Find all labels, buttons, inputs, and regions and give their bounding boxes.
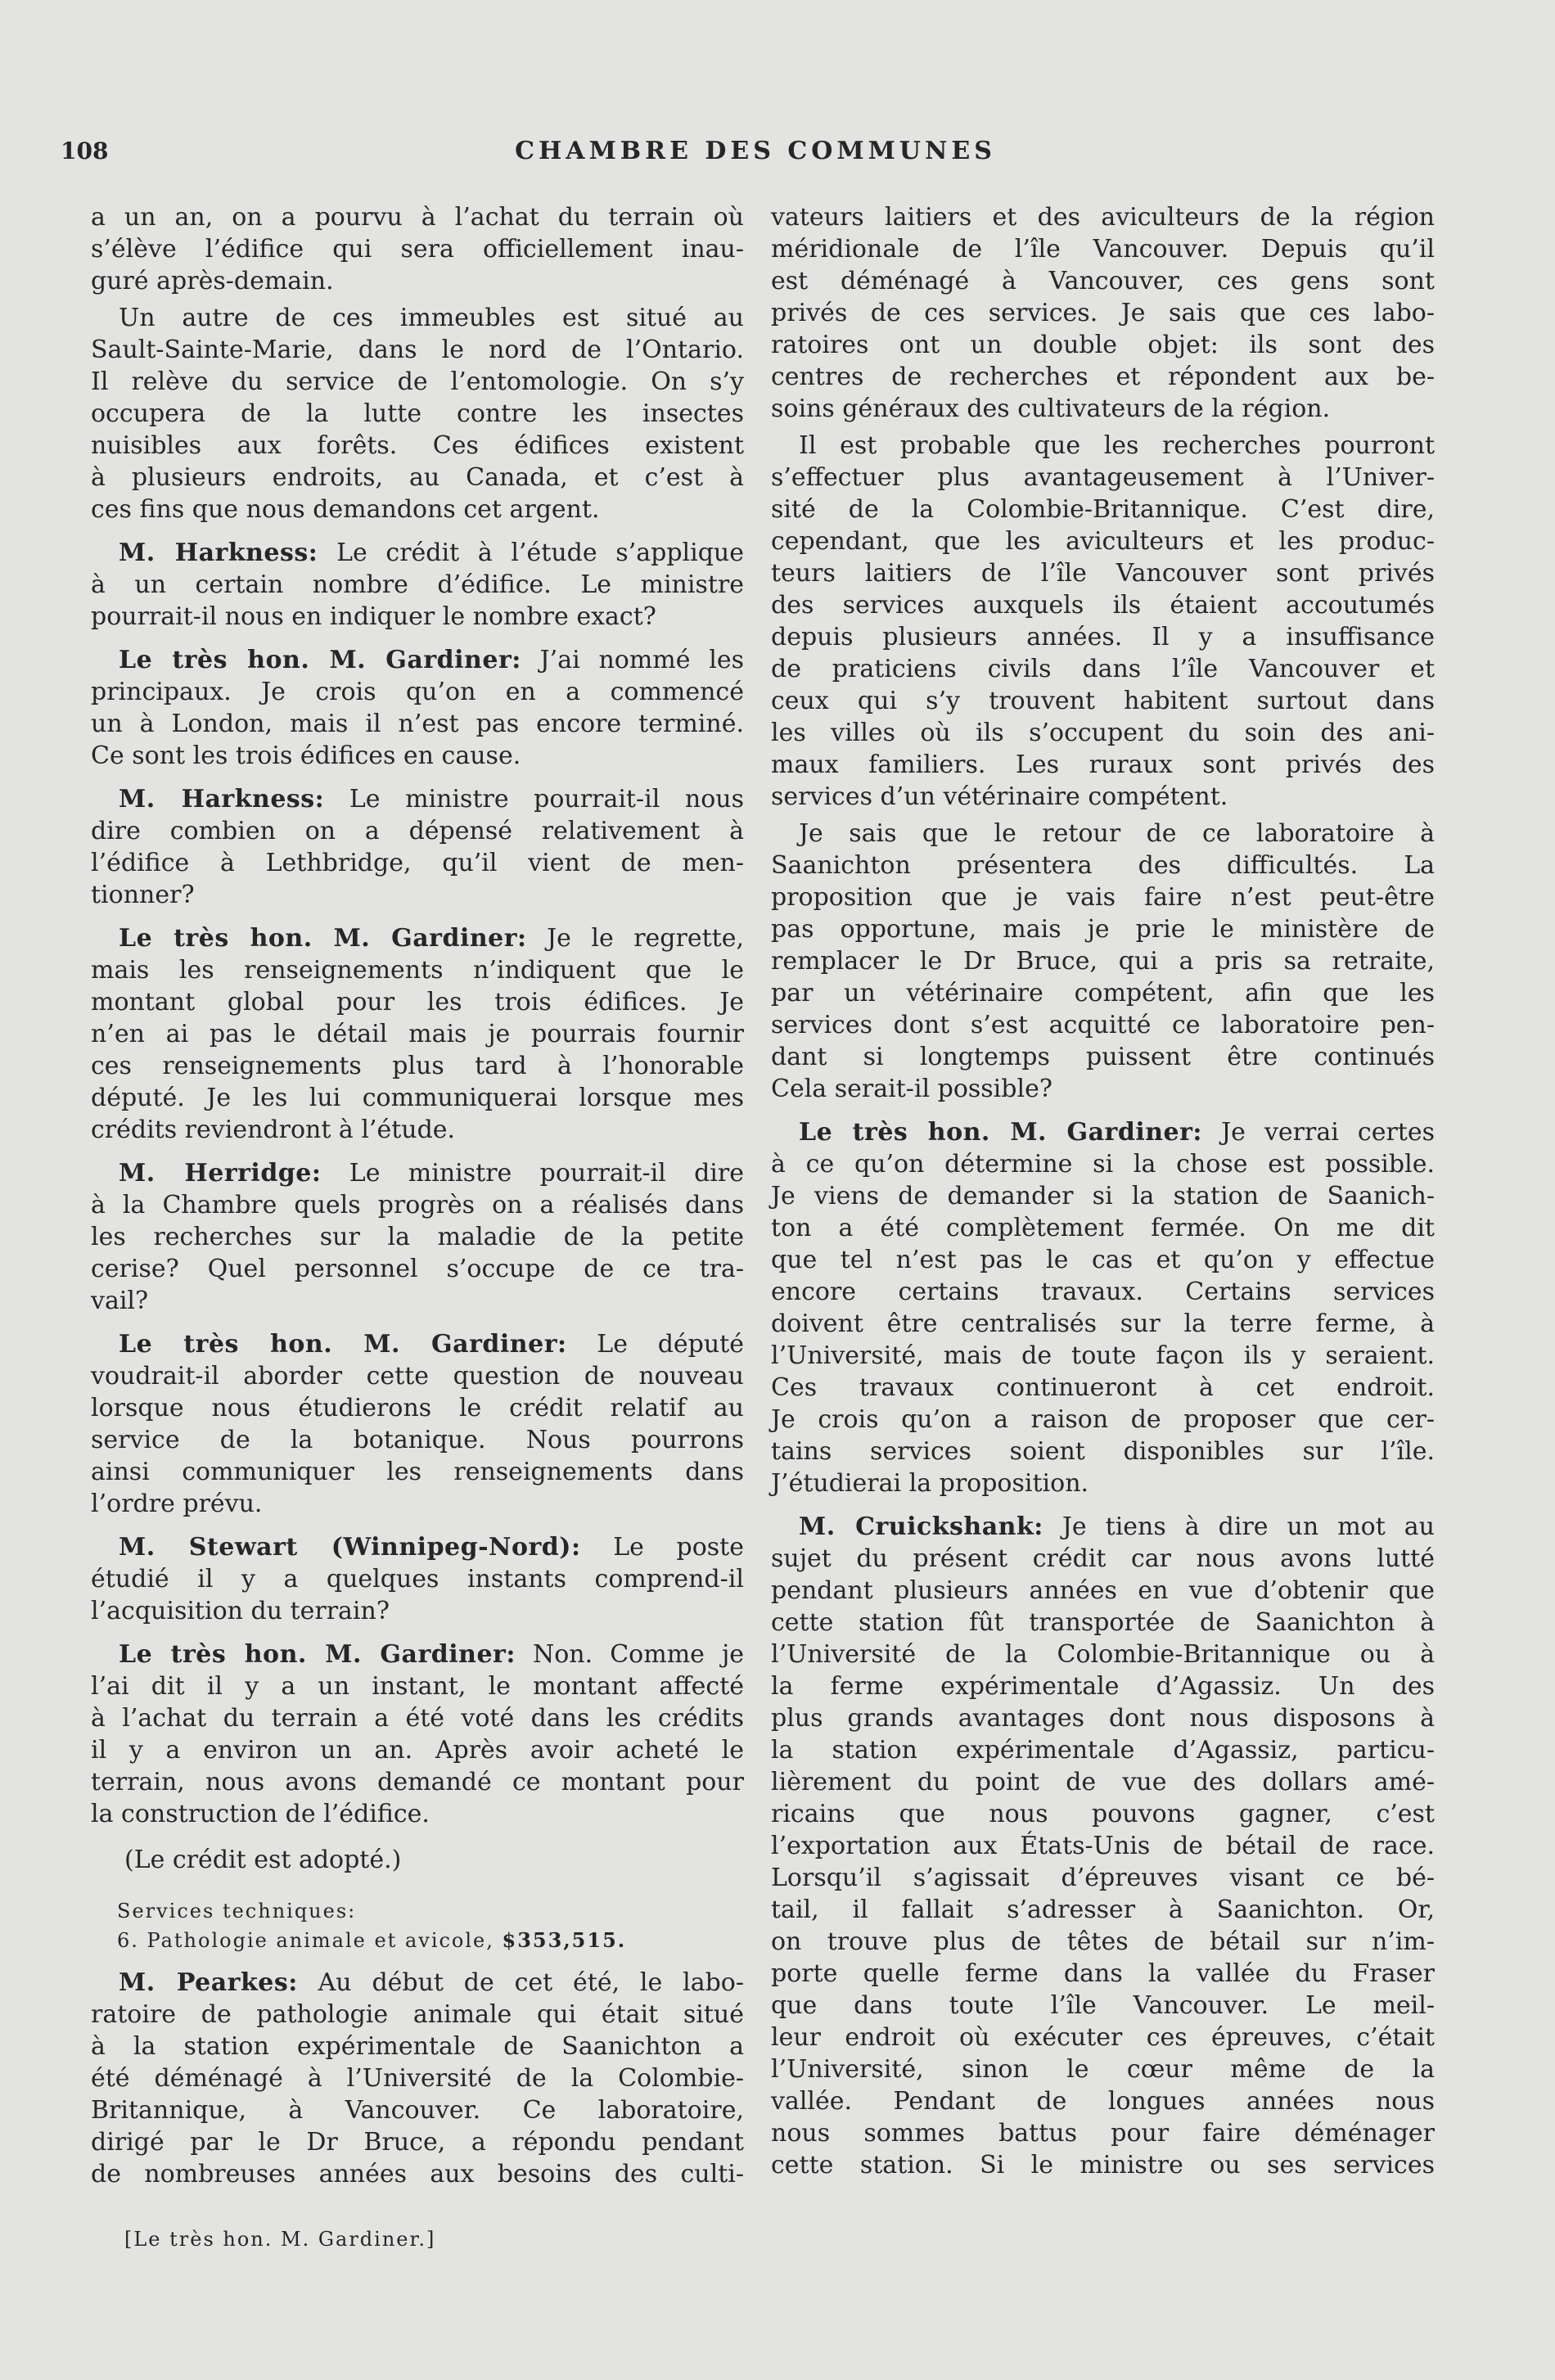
line-text: les villes où ils s’occupent du soin des ani- <box>771 719 1435 747</box>
speech-paragraph <box>771 1116 1435 1499</box>
text-line <box>771 977 1435 1009</box>
text-line <box>771 265 1435 297</box>
text-paragraph <box>91 201 744 297</box>
speaker-name: M. Stewart (Winnipeg-Nord): <box>119 1533 581 1562</box>
text-line <box>771 1862 1435 1894</box>
line-text: méridionale de l’île Vancouver. Depuis qu’il <box>771 235 1435 264</box>
text-line <box>91 1328 744 1360</box>
line-text: Ce sont les trois édifices en cause. <box>91 741 521 770</box>
line-text: tains services soient disponibles sur l’île. <box>771 1437 1435 1466</box>
text-line <box>771 850 1435 881</box>
text-line <box>771 525 1435 557</box>
line-text: Je sais que le retour de ce laboratoire à <box>799 819 1435 848</box>
line-text: un à London, mais il n’est pas encore terminé. <box>91 710 744 738</box>
vote-note <box>91 1844 744 1876</box>
line-text: principaux. Je crois qu’on en a commencé <box>91 678 744 706</box>
text-line <box>91 494 744 525</box>
line-text: nuisibles aux forêts. Ces édifices existent <box>91 431 744 460</box>
line-text: J’ai nommé les <box>539 646 745 674</box>
text-line <box>91 601 744 633</box>
speech-paragraph <box>91 644 744 772</box>
line-text: ratoires ont un double objet: ils sont des <box>771 331 1435 359</box>
text-line <box>91 1488 744 1520</box>
speaker-name: Le très hon. M. Gardiner: <box>799 1118 1203 1147</box>
line-text: vail? <box>91 1287 149 1315</box>
text-line <box>91 1595 744 1627</box>
text-line <box>771 1244 1435 1276</box>
text-line <box>771 1670 1435 1702</box>
line-text: l’Université, sinon le cœur même de la <box>771 2055 1435 2084</box>
text-line <box>771 2149 1435 2181</box>
text-line <box>771 1894 1435 1926</box>
line-text: des services auxquels ils étaient accoutumés <box>771 591 1435 620</box>
text-line <box>91 676 744 708</box>
line-text: Un autre de ces immeubles est situé au <box>119 304 744 332</box>
line-text: député. Je les lui communiquerai lorsque mes <box>91 1084 744 1112</box>
section-title: Services techniques: <box>117 1900 357 1922</box>
text-line <box>771 749 1435 781</box>
text-line <box>91 1189 744 1221</box>
vote-amount: $353,515. <box>502 1928 627 1952</box>
line-text: voudrait-il aborder cette question de nouveau <box>91 1362 744 1391</box>
line-text: sité de la Colombie-Britannique. C’est dire, <box>771 495 1435 524</box>
text-line <box>771 913 1435 945</box>
text-line <box>91 879 744 911</box>
text-line <box>91 1999 744 2031</box>
text-line <box>771 1990 1435 2022</box>
text-line <box>771 881 1435 913</box>
line-text: la station expérimentale d’Agassiz, particu- <box>771 1736 1435 1765</box>
line-text: ricains que nous pouvons gagner, c’est <box>771 1800 1435 1828</box>
text-line <box>771 1958 1435 1990</box>
text-line <box>771 1340 1435 1372</box>
text-line <box>771 2085 1435 2117</box>
line-text: pas opportune, mais je prie le ministère de <box>771 915 1435 944</box>
text-line <box>91 430 744 462</box>
line-text: que dans toute l’île Vancouver. Le meil- <box>771 1991 1435 2020</box>
text-paragraph <box>91 302 744 525</box>
line-text: on trouve plus de têtes de bétail sur n’im- <box>771 1927 1435 1956</box>
line-text: Le poste <box>613 1533 744 1562</box>
text-line <box>771 1511 1435 1543</box>
line-text: montant global pour les trois édifices. Je <box>91 988 744 1016</box>
text-line <box>771 653 1435 685</box>
line-text: l’Université, mais de toute façon ils y seraient. <box>771 1341 1435 1370</box>
text-line <box>771 2117 1435 2149</box>
text-line <box>91 954 744 986</box>
text-line <box>91 1424 744 1456</box>
text-line <box>91 1157 744 1189</box>
line-text: l’édifice à Lethbridge, qu’il vient de men- <box>91 849 744 877</box>
line-text: nous sommes battus pour faire déménager <box>771 2119 1435 2148</box>
line-text: proposition que je vais faire n’est peut-être <box>771 883 1435 912</box>
line-text: depuis plusieurs années. Il y a insuffisance <box>771 623 1435 651</box>
text-line <box>91 783 744 815</box>
text-line <box>91 1670 744 1702</box>
line-text: Ces travaux continueront à cet endroit. <box>771 1373 1435 1402</box>
line-text: doivent être centralisés sur la terre ferme, à <box>771 1309 1435 1338</box>
text-line <box>771 1607 1435 1639</box>
text-line <box>771 1308 1435 1340</box>
text-line <box>771 1041 1435 1073</box>
line-text: de praticiens civils dans l’île Vancouver et <box>771 655 1435 683</box>
text-line <box>91 2094 744 2126</box>
line-text: à la station expérimentale de Saanichton a <box>91 2032 744 2061</box>
line-text: plus grands avantages dont nous disposons à <box>771 1704 1435 1733</box>
text-line: (Le crédit est adopté.) <box>124 1846 402 1874</box>
text-line <box>771 1766 1435 1798</box>
line-text: été déménagé à l’Université de la Colombie- <box>91 2064 744 2093</box>
line-text: occupera de la lutte contre les insectes <box>91 399 744 428</box>
text-line <box>771 945 1435 977</box>
vote-item-line <box>117 1926 744 1955</box>
text-line <box>91 1392 744 1424</box>
text-line <box>91 740 744 772</box>
text-line <box>771 621 1435 653</box>
speaker-name: M. Pearkes: <box>119 1968 298 1997</box>
footer-speaker-reference: [Le très hon. M. Gardiner.] <box>124 2228 436 2251</box>
line-text: Le ministre pourrait-il nous <box>349 785 744 814</box>
text-line <box>91 462 744 494</box>
text-line <box>771 494 1435 525</box>
vote-item: 6. Pathologie animale et avicole, <box>117 1929 494 1952</box>
line-text: les recherches sur la maladie de la petite <box>91 1223 744 1251</box>
line-text: lorsque nous étudierons le crédit relatif au <box>91 1394 744 1422</box>
speech-paragraph <box>91 537 744 633</box>
line-text: Je verrai certes <box>1221 1118 1435 1147</box>
text-line <box>771 1009 1435 1041</box>
line-text: de nombreuses années aux besoins des culti- <box>91 2160 744 2188</box>
section-heading <box>91 1896 744 1955</box>
text-line <box>91 201 744 233</box>
text-line <box>771 233 1435 265</box>
text-line <box>771 1148 1435 1180</box>
speaker-name: Le très hon. M. Gardiner: <box>119 1330 567 1359</box>
text-line <box>91 1050 744 1082</box>
line-text: encore certains travaux. Certains services <box>771 1278 1435 1306</box>
line-text: Je crois qu’on a raison de proposer que cer- <box>771 1405 1435 1434</box>
line-text: l’ai dit il y a un instant, le montant affecté <box>91 1672 744 1701</box>
text-line <box>771 1073 1435 1105</box>
line-text: tionner? <box>91 881 195 909</box>
line-text: que tel n’est pas le cas et qu’on y effectue <box>771 1246 1435 1274</box>
line-text: s’élève l’édifice qui sera officiellement inau- <box>91 235 744 264</box>
text-line <box>91 233 744 265</box>
line-text: dire combien on a dépensé relativement à <box>91 817 744 845</box>
line-text: dirigé par le Dr Bruce, a répondu pendant <box>91 2128 744 2157</box>
text-line <box>91 334 744 366</box>
text-line <box>91 1114 744 1146</box>
line-text: lièrement du point de vue des dollars amé- <box>771 1768 1435 1796</box>
text-line <box>91 2031 744 2062</box>
text-line <box>91 1253 744 1285</box>
text-line <box>91 2126 744 2158</box>
line-text: mais les renseignements n’indiquent que le <box>91 956 744 985</box>
speaker-name: Le très hon. M. Gardiner: <box>119 1640 516 1669</box>
line-text: Je le regrette, <box>547 924 744 953</box>
line-text: à la Chambre quels progrès on a réalisés dans <box>91 1191 744 1219</box>
line-text: ton a été complètement fermée. On me dit <box>771 1214 1435 1242</box>
line-text: Il est probable que les recherches pourront <box>799 431 1435 460</box>
text-line <box>91 1563 744 1595</box>
text-line <box>771 1702 1435 1734</box>
text-line <box>771 1830 1435 1862</box>
line-text: cette station. Si le ministre ou ses services <box>771 2151 1435 2179</box>
text-line <box>771 557 1435 589</box>
line-text: a un an, on a pourvu à l’achat du terrain où <box>91 203 744 232</box>
line-text: Le député <box>597 1330 744 1359</box>
line-text: Non. Comme je <box>533 1640 745 1669</box>
text-line <box>91 1456 744 1488</box>
line-text: Lorsqu’il s’agissait d’épreuves visant ce bé- <box>771 1864 1435 1892</box>
text-line <box>91 302 744 334</box>
line-text: soins généraux des cultivateurs de la région. <box>771 394 1331 423</box>
page-number: 108 <box>61 137 109 165</box>
text-line <box>91 922 744 954</box>
text-line <box>91 644 744 676</box>
line-text: ainsi communiquer les renseignements dans <box>91 1458 744 1486</box>
line-text: privés de ces services. Je sais que ces labo- <box>771 299 1435 327</box>
line-text: l’exportation aux États-Unis de bétail de race. <box>771 1832 1435 1860</box>
text-line <box>91 815 744 847</box>
text-line <box>91 1967 744 1999</box>
speech-paragraph <box>91 1967 744 2190</box>
text-line <box>771 818 1435 850</box>
text-line <box>771 1467 1435 1499</box>
speech-paragraph <box>91 1328 744 1520</box>
text-line <box>771 297 1435 329</box>
text-line <box>771 2053 1435 2085</box>
line-text: Le crédit à l’étude s’applique <box>336 539 744 567</box>
line-text: service de la botanique. Nous pourrons <box>91 1426 744 1454</box>
speaker-name: Le très hon. M. Gardiner: <box>119 924 527 953</box>
line-text: Au début de cet été, le labo- <box>318 1968 744 1997</box>
text-line <box>771 430 1435 462</box>
text-line <box>771 1212 1435 1244</box>
speaker-name: M. Herridge: <box>119 1159 322 1188</box>
line-text: crédits reviendront à l’étude. <box>91 1116 456 1144</box>
text-line <box>771 1404 1435 1436</box>
text-line <box>91 265 744 297</box>
speech-paragraph <box>771 1511 1435 2181</box>
line-text: sujet du présent crédit car nous avons lutté <box>771 1544 1435 1573</box>
line-text: s’effectuer plus avantageusement à l’Univer- <box>771 463 1435 492</box>
text-line <box>91 1360 744 1392</box>
text-line <box>91 569 744 601</box>
speaker-name: M. Harkness: <box>119 539 318 567</box>
line-text: par un vétérinaire compétent, afin que les <box>771 979 1435 1007</box>
text-line <box>91 986 744 1018</box>
text-line <box>91 1531 744 1563</box>
text-line <box>771 1543 1435 1575</box>
line-text: teurs laitiers de l’île Vancouver sont privés <box>771 559 1435 588</box>
line-text: guré après-demain. <box>91 267 334 295</box>
text-line <box>91 1221 744 1253</box>
line-text: Je viens de demander si la station de Saanich- <box>771 1182 1435 1210</box>
line-text: pendant plusieurs années en vue d’obtenir que <box>771 1576 1435 1605</box>
text-line <box>91 847 744 879</box>
line-text: remplacer le Dr Bruce, qui a pris sa retraite, <box>771 947 1435 976</box>
text-line <box>771 1639 1435 1670</box>
text-line <box>771 1436 1435 1467</box>
left-column <box>91 201 744 2190</box>
text-line <box>91 1734 744 1766</box>
line-text: terrain, nous avons demandé ce montant pour <box>91 1768 744 1796</box>
text-line <box>771 1734 1435 1766</box>
text-line <box>91 708 744 740</box>
text-paragraph <box>771 430 1435 813</box>
text-line <box>91 398 744 430</box>
line-text: Il relève du service de l’entomologie. On s’y <box>91 367 744 396</box>
text-line <box>771 201 1435 233</box>
line-text: la construction de l’édifice. <box>91 1800 430 1828</box>
text-line <box>771 2022 1435 2053</box>
text-line <box>771 1276 1435 1308</box>
line-text: la ferme expérimentale d’Agassiz. Un des <box>771 1672 1435 1701</box>
text-line <box>771 329 1435 361</box>
line-text: Britannique, à Vancouver. Ce laboratoire, <box>91 2096 744 2125</box>
text-line <box>771 462 1435 494</box>
line-text: leur endroit où exécuter ces épreuves, c’était <box>771 2023 1435 2052</box>
line-text: tail, il fallait s’adresser à Saanichton. Or, <box>771 1895 1435 1924</box>
line-text: vallée. Pendant de longues années nous <box>771 2087 1435 2116</box>
line-text: à plusieurs endroits, au Canada, et c’est à <box>91 463 744 492</box>
line-text: à un certain nombre d’édifice. Le ministre <box>91 570 744 599</box>
text-line <box>91 1285 744 1317</box>
text-line <box>771 1575 1435 1607</box>
text-line <box>771 781 1435 813</box>
text-paragraph <box>771 818 1435 1105</box>
line-text: l’ordre prévu. <box>91 1490 263 1518</box>
text-line <box>91 2062 744 2094</box>
line-text: Le ministre pourrait-il dire <box>349 1159 744 1188</box>
speaker-name: M. Harkness: <box>119 785 325 814</box>
line-text: Cela serait-il possible? <box>771 1075 1052 1103</box>
text-line <box>771 1798 1435 1830</box>
text-line <box>91 1702 744 1734</box>
line-text: services dont s’est acquitté ce laboratoire pen- <box>771 1011 1435 1039</box>
text-line <box>771 589 1435 621</box>
line-text: ces fins que nous demandons cet argent. <box>91 495 600 524</box>
line-text: porte quelle ferme dans la vallée du Fraser <box>771 1959 1435 1988</box>
line-text: Je tiens à dire un mot au <box>1061 1512 1435 1541</box>
line-text: est déménagé à Vancouver, ces gens sont <box>771 267 1435 295</box>
line-text: pourrait-il nous en indiquer le nombre exact? <box>91 602 656 631</box>
speech-paragraph <box>91 1531 744 1627</box>
text-line <box>771 1372 1435 1404</box>
speech-paragraph <box>91 922 744 1146</box>
speaker-name: M. Cruickshank: <box>799 1512 1043 1541</box>
text-line <box>771 393 1435 425</box>
line-text: ceux qui s’y trouvent habitent surtout dans <box>771 687 1435 715</box>
line-text: l’acquisition du terrain? <box>91 1597 390 1625</box>
text-line <box>91 1639 744 1670</box>
text-line <box>91 537 744 569</box>
text-line <box>771 1926 1435 1958</box>
text-line <box>771 1180 1435 1212</box>
line-text: maux familiers. Les ruraux sont privés des <box>771 751 1435 779</box>
line-text: cependant, que les aviculteurs et les produc- <box>771 527 1435 556</box>
line-text: à l’achat du terrain a été voté dans les crédits <box>91 1704 744 1733</box>
text-line <box>771 717 1435 749</box>
speech-paragraph <box>91 783 744 911</box>
text-line <box>91 1082 744 1114</box>
line-text: vateurs laitiers et des aviculteurs de la région <box>771 203 1435 232</box>
text-line <box>771 1116 1435 1148</box>
line-text: à ce qu’on détermine si la chose est possible. <box>771 1150 1435 1179</box>
text-line <box>771 685 1435 717</box>
text-line <box>91 1018 744 1050</box>
text-line <box>91 2158 744 2190</box>
line-text: services d’un vétérinaire compétent. <box>771 782 1228 811</box>
line-text: dant si longtemps puissent être continués <box>771 1043 1435 1071</box>
line-text: cerise? Quel personnel s’occupe de ce tra- <box>91 1255 744 1283</box>
line-text: l’Université de la Colombie-Britannique ou à <box>771 1640 1435 1669</box>
line-text: Sault-Sainte-Marie, dans le nord de l’Ontario. <box>91 336 744 364</box>
speech-paragraph <box>91 1639 744 1830</box>
speech-paragraph <box>91 1157 744 1317</box>
right-column <box>771 201 1435 2181</box>
line-text: ces renseignements plus tard à l’honorable <box>91 1052 744 1080</box>
text-paragraph <box>771 201 1435 425</box>
line-text: il y a environ un an. Après avoir acheté le <box>91 1736 744 1765</box>
line-text: cette station fût transportée de Saanichton à <box>771 1608 1435 1637</box>
text-line <box>91 366 744 398</box>
line-text: n’en ai pas le détail mais je pourrais fournir <box>91 1020 744 1048</box>
text-line <box>91 1798 744 1830</box>
text-line <box>91 1766 744 1798</box>
line-text: ratoire de pathologie animale qui était situé <box>91 2000 744 2029</box>
speaker-name: Le très hon. M. Gardiner: <box>119 646 521 674</box>
line-text: centres de recherches et répondent aux be- <box>771 363 1435 391</box>
line-text: Saanichton présentera des difficultés. La <box>771 851 1435 880</box>
line-text: étudié il y a quelques instants comprend-il <box>91 1565 744 1593</box>
text-line <box>771 361 1435 393</box>
line-text: J’étudierai la proposition. <box>771 1469 1089 1498</box>
running-title: CHAMBRE DES COMMUNES <box>515 137 996 165</box>
